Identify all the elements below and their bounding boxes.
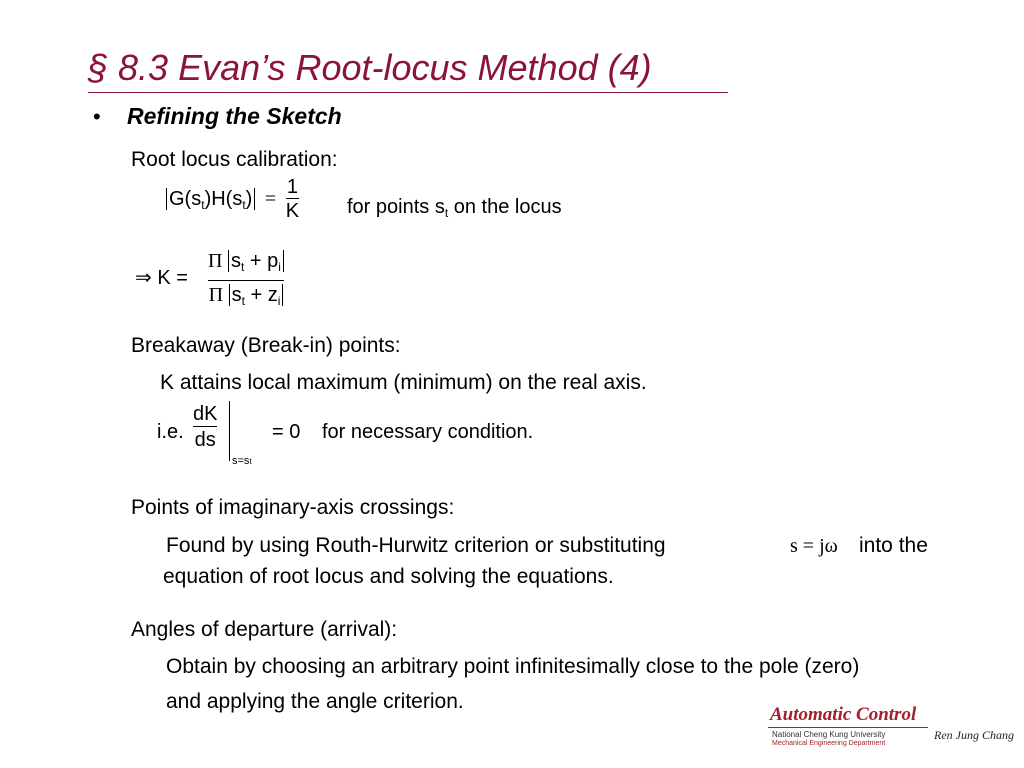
departure-line-1: Obtain by choosing an arbitrary point infinitesimally close to the pole (zero) — [166, 655, 860, 678]
equals-zero: = 0 — [272, 421, 301, 443]
bullet-dot: • — [93, 104, 101, 129]
slide-title: § 8.3 Evan’s Root-locus Method (4) — [88, 47, 652, 88]
note-subscript: t — [444, 206, 449, 220]
zero-term: + z — [244, 284, 278, 306]
pole-term: + p — [244, 250, 279, 272]
title-underline — [88, 92, 728, 93]
magnitude-expression — [166, 188, 255, 210]
eq1-h-term: )H(s — [204, 187, 243, 210]
eval-text: s=s — [232, 455, 250, 467]
calibration-equation-1 — [166, 176, 299, 223]
logo-department: Mechanical Engineering Department — [772, 740, 886, 747]
evaluation-bar — [229, 401, 230, 461]
fraction-one-over-k — [286, 176, 299, 223]
equals-sign: = — [264, 187, 277, 210]
numerator-magnitude — [228, 250, 284, 272]
note-text-end: on the locus — [448, 196, 562, 218]
subscript: i — [278, 260, 281, 274]
substitution-equation: s = jω — [790, 535, 838, 557]
derivative-numerator: dK — [193, 403, 218, 425]
departure-label: Angles of departure (arrival): — [131, 618, 398, 641]
eval-subscript: t — [249, 457, 252, 466]
gain-denominator — [208, 281, 284, 315]
breakaway-line-1: K attains local maximum (minimum) on the real axis. — [160, 371, 647, 394]
eq1-g-term: G(s — [169, 187, 202, 210]
fraction-numerator: 1 — [286, 176, 298, 198]
s-term: s — [231, 250, 242, 272]
crossings-line-1-end: into the — [859, 534, 928, 557]
eq1-subscript: t — [242, 197, 246, 212]
logo-divider — [768, 727, 928, 728]
gain-numerator — [208, 248, 284, 280]
denominator-magnitude — [229, 284, 284, 306]
breakaway-label: Breakaway (Break-in) points: — [131, 334, 401, 357]
logo-university: National Cheng Kung University — [772, 730, 886, 739]
product-symbol: Π — [208, 250, 223, 272]
subscript: t — [241, 294, 245, 308]
evaluation-point — [232, 455, 252, 467]
gain-equation-fraction — [208, 248, 284, 315]
product-symbol: Π — [208, 284, 224, 306]
gain-equation-lhs: ⇒ K = — [135, 267, 188, 289]
departure-line-2: and applying the angle criterion. — [166, 690, 464, 713]
eq1-subscript: t — [201, 197, 205, 212]
derivative-denominator: ds — [194, 429, 216, 451]
author-signature: Ren Jung Chang — [934, 728, 1014, 742]
dk-ds-fraction — [193, 402, 217, 453]
ie-label: i.e. — [157, 421, 184, 443]
s-term: s — [231, 284, 242, 306]
subscript: i — [277, 294, 281, 308]
subscript: t — [241, 260, 245, 274]
section-heading: Refining the Sketch — [127, 103, 342, 129]
calibration-label: Root locus calibration: — [131, 148, 338, 171]
note-text: for points s — [347, 196, 445, 218]
crossings-line-2: equation of root locus and solving the equations. — [163, 565, 614, 588]
condition-text: for necessary condition. — [322, 421, 534, 443]
logo-title: Automatic Control — [770, 704, 917, 725]
fraction-denominator: K — [285, 200, 300, 222]
crossings-line-1: Found by using Routh-Hurwitz criterion or substituting — [166, 534, 666, 557]
calibration-note — [347, 196, 562, 220]
eq1-close-paren: ) — [245, 187, 253, 210]
crossings-label: Points of imaginary-axis crossings: — [131, 496, 455, 519]
gain-fraction — [208, 248, 284, 315]
derivative-fraction — [193, 402, 217, 453]
